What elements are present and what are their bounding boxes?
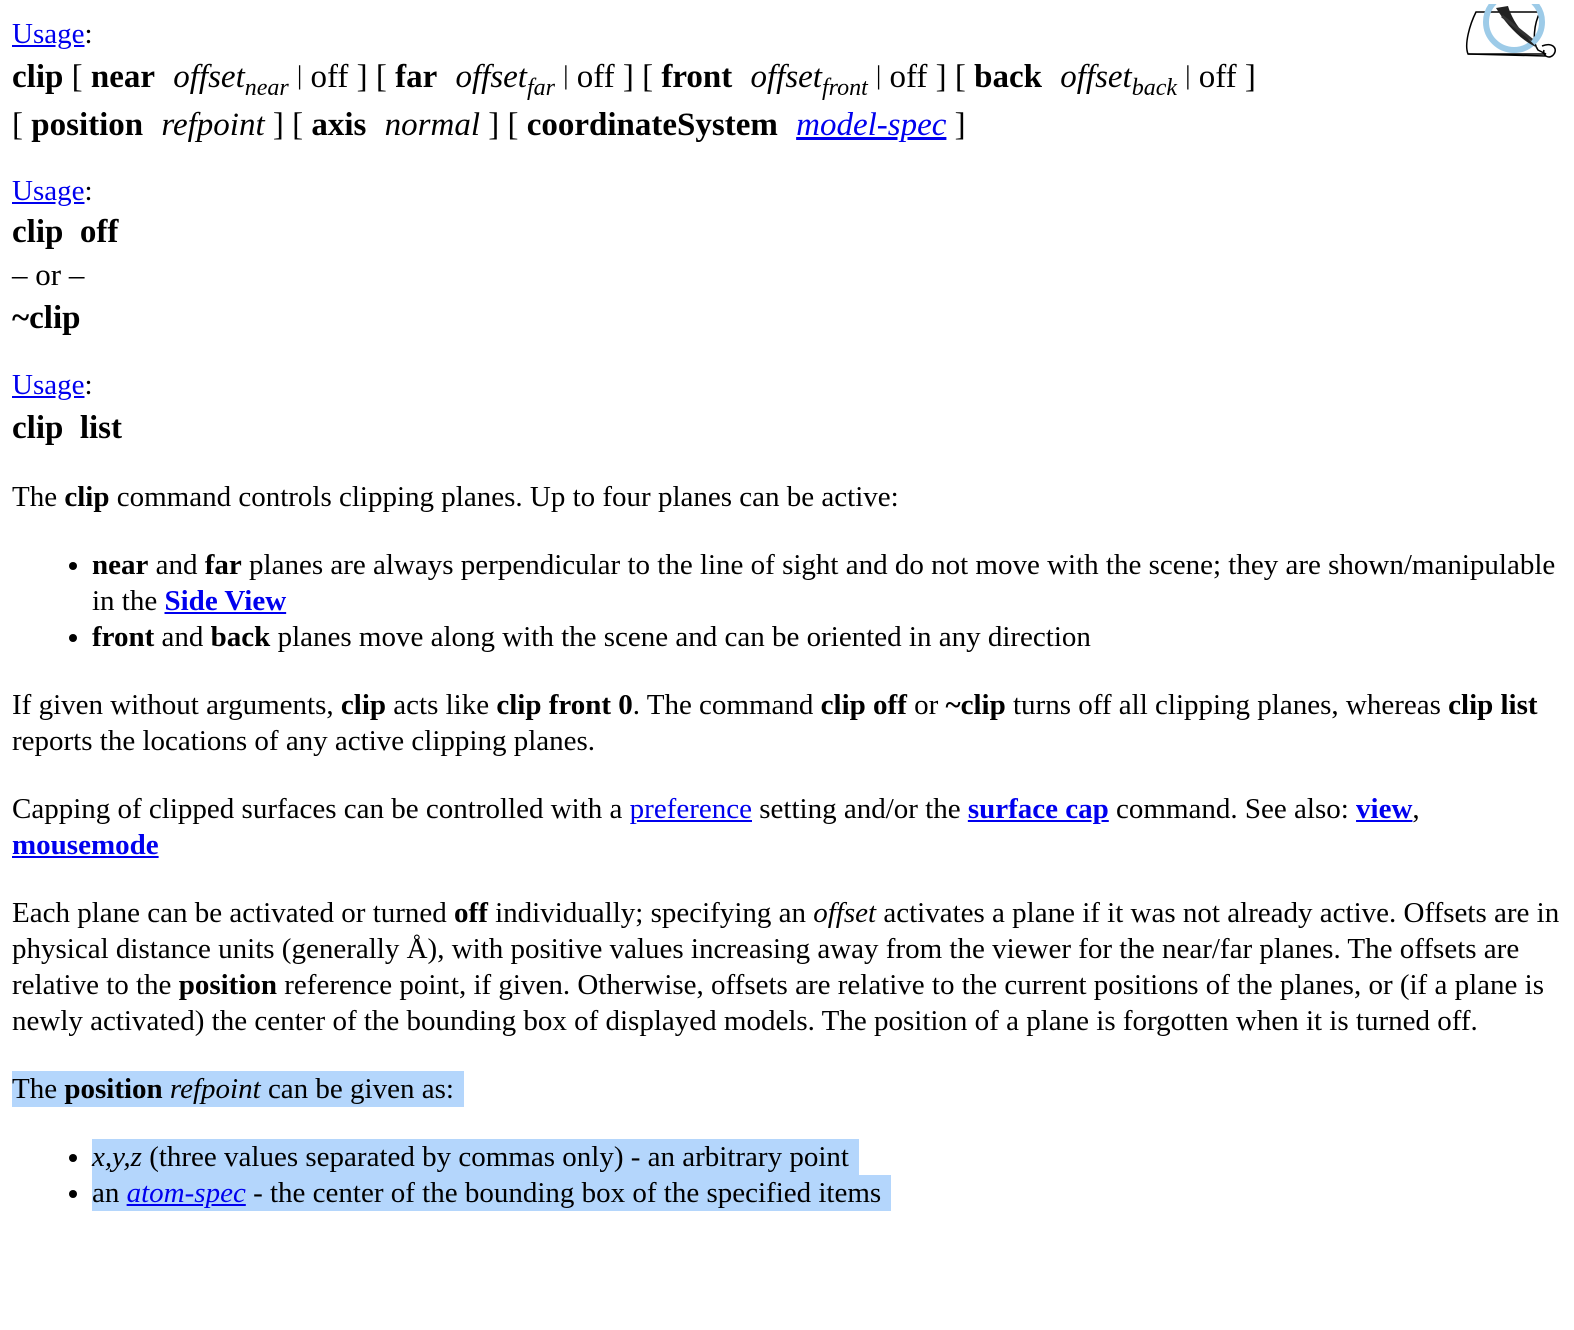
view-link[interactable]: view: [1356, 793, 1413, 825]
surface-cap-link[interactable]: surface cap: [967, 793, 1109, 825]
selected-text: x,y,z (three values separated by commas only) - an arbitrary point: [92, 1139, 859, 1175]
list-item: [92, 1175, 1572, 1211]
normal-arg: normal: [384, 107, 480, 143]
refpoint-arg: refpoint: [161, 107, 265, 143]
usage-heading: Usage:: [12, 18, 93, 50]
usage-syntax-line-1: clip [ near offset$_{near}$ | off ] [ far offset$_{far}$ | off ] [ front offset$_{front}$ | off ] [ back offset$_{back}$ | off ]: [12, 59, 1256, 101]
model-spec-link[interactable]: model-spec: [796, 107, 947, 143]
usage-tilde-clip: [12, 295, 1572, 341]
back-offset-arg: offset: [1060, 59, 1132, 95]
front-offset-arg: offset: [750, 59, 822, 95]
cmd-keyword: clip: [12, 59, 64, 95]
selected-text: an atom-spec - the center of the bounding box of the specified items: [92, 1175, 891, 1211]
back-keyword: back: [974, 59, 1042, 95]
side-view-link[interactable]: Side View: [164, 585, 287, 617]
usage-link[interactable]: Usage: [12, 175, 85, 207]
usage-clip-list: [12, 403, 1572, 453]
usage-link[interactable]: Usage: [12, 369, 85, 401]
list-item: • near and far planes are always perpendicular to the line of sight and do not move with the scene; they are shown/manipulable in the Side View: [92, 547, 1572, 619]
axis-keyword: axis: [311, 107, 367, 143]
capping-paragraph: Capping of clipped surfaces can be controlled with a preference setting and/or the surface cap command. See also: view, mousemode: [12, 793, 1420, 861]
off-option: off: [310, 59, 349, 95]
front-keyword: front: [661, 59, 733, 95]
mousemode-link[interactable]: mousemode: [12, 829, 159, 861]
back-subscript: back: [1131, 75, 1178, 101]
front-subscript: front: [821, 75, 868, 101]
list-item: [92, 1139, 1572, 1175]
far-keyword: far: [395, 59, 438, 95]
plane-types-list: [12, 547, 1572, 655]
chimerax-logo-icon: [1462, 4, 1562, 60]
selected-text: The position refpoint can be given as:: [12, 1071, 464, 1107]
far-offset-arg: offset: [455, 59, 527, 95]
position-keyword: position: [31, 107, 144, 143]
near-keyword: near: [90, 59, 155, 95]
tilde-clip-command: ~clip: [12, 300, 81, 336]
off-option: off: [576, 59, 615, 95]
off-option: off: [1198, 59, 1237, 95]
near-offset-arg: offset: [173, 59, 245, 95]
refpoint-paragraph: [12, 1071, 1572, 1107]
usage-syntax-line-2: [ position refpoint ] [ axis normal ] [ coordinateSystem model-spec ]: [12, 107, 966, 143]
off-option: off: [889, 59, 928, 95]
usage-heading: Usage:: [12, 175, 93, 207]
offsets-paragraph: Each plane can be activated or turned off individually; specifying an offset activates a plane if it was not already active. Offsets are in physical distance units (generally Å), with positive values increasing away from the viewer for the near/far planes. The offsets are relative to the position reference point, if given. Otherwise, offsets are relative to the current positions of the planes, or (if a plane is newly activated) the center of the bounding box of displayed models. The position of a plane is forgotten when it is turned off.: [12, 897, 1560, 1037]
or-separator: – or –: [12, 257, 85, 292]
refpoint-list: [12, 1139, 1572, 1211]
usage-block-1: [12, 16, 1572, 149]
usage-clip-off: [12, 209, 1572, 255]
clip-off-command: clip off: [12, 214, 119, 250]
clip-list-command: clip list: [12, 410, 123, 446]
intro-paragraph: The clip command controls clipping planes. Up to four planes can be active:: [12, 481, 899, 513]
atom-spec-link[interactable]: atom-spec: [126, 1177, 246, 1209]
usage-block-3: [12, 367, 1572, 453]
preference-link[interactable]: preference: [629, 793, 752, 825]
coordinate-system-keyword: coordinateSystem: [526, 107, 778, 143]
usage-block-2: [12, 173, 1572, 341]
doc-page: [12, 16, 1572, 1211]
usage-link[interactable]: Usage: [12, 18, 85, 50]
no-args-paragraph: If given without arguments, clip acts like clip front 0. The command clip off or ~clip turns off all clipping planes, whereas clip list reports the locations of any active clipping planes.: [12, 689, 1538, 757]
usage-heading: Usage:: [12, 369, 93, 401]
near-subscript: near: [244, 75, 289, 101]
list-item: • front and back planes move along with the scene and can be oriented in any direction: [92, 619, 1572, 655]
far-subscript: far: [526, 75, 555, 101]
